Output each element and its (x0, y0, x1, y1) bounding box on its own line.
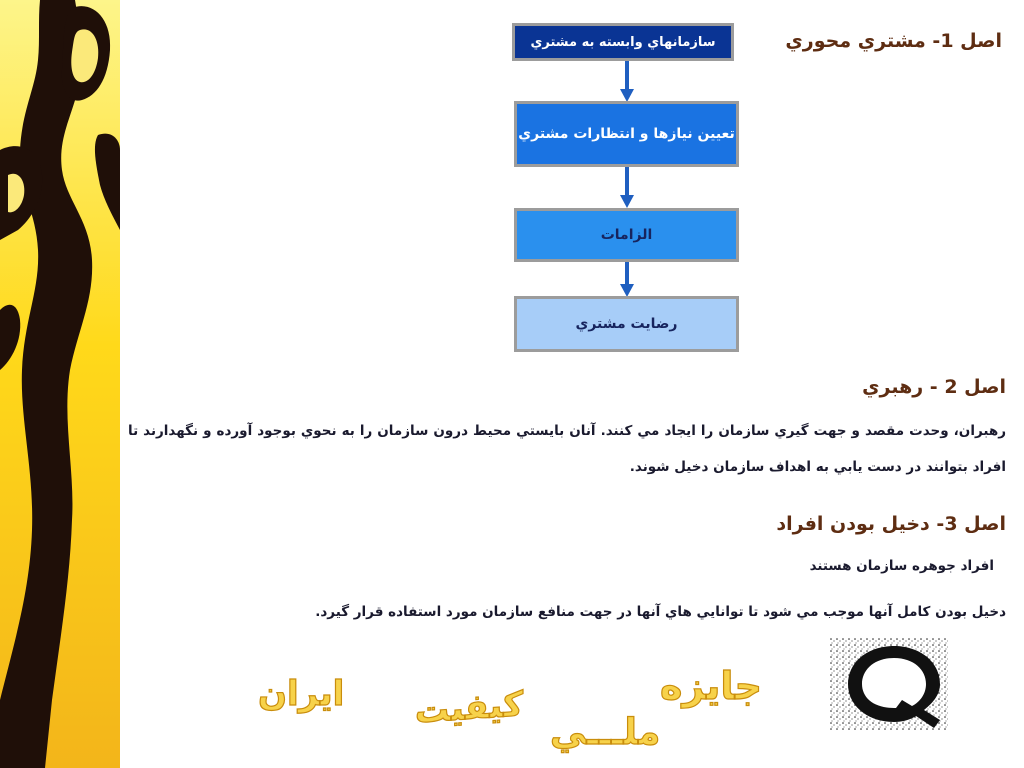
arrow-down-icon (619, 262, 635, 298)
banner-word-national: ملـــي (550, 712, 661, 753)
flow-box-customer-satisfaction (514, 296, 739, 352)
principle-3-line-1: افراد جوهره سازمان هستند (809, 558, 994, 574)
flow-box-label: سازمانهاي وابسته به مشتري (530, 34, 716, 50)
flow-box-related-organizations (512, 23, 734, 61)
banner-word-quality: كيفيت (415, 684, 523, 732)
banner-word-award: جايزه (660, 664, 762, 708)
arrow-down-icon (619, 61, 635, 103)
arrow-down-icon (619, 167, 635, 209)
principle-3-title: اصل 3- دخيل بودن افراد (776, 513, 1006, 535)
principle-2-text: رهبران، وحدت مقصد و جهت گيري سازمان را ايجاد مي كنند. آنان بايستي محيط درون سازمان را به نحوي بوجود آورده و نگهدارند تا افراد بتوانند در دست يابي به اهداف سازمان دخيل شوند. (128, 423, 1006, 475)
flow-box-requirements (514, 208, 739, 262)
principle-2-title: اصل 2 - رهبري (862, 376, 1006, 398)
figures-silhouette-icon (0, 0, 120, 768)
decorative-sidebar (0, 0, 120, 768)
principle-3-line-2: دخيل بودن كامل آنها موجب مي شود تا توانايي هاي آنها در جهت منافع سازمان مورد استفاده قرار گيرد. (315, 604, 1006, 620)
principle-1-title: اصل 1- مشتري محوري (785, 30, 1002, 52)
flow-box-label: الزامات (600, 227, 653, 243)
quality-q-logo-icon (830, 638, 948, 730)
quality-award-banner (250, 664, 820, 764)
flow-box-label: رضايت مشتري (575, 316, 678, 332)
flow-box-customer-needs (514, 101, 739, 167)
banner-word-iran: ايران (258, 674, 345, 714)
flow-box-label: تعيين نيازها و انتظارات مشتري (518, 126, 735, 142)
